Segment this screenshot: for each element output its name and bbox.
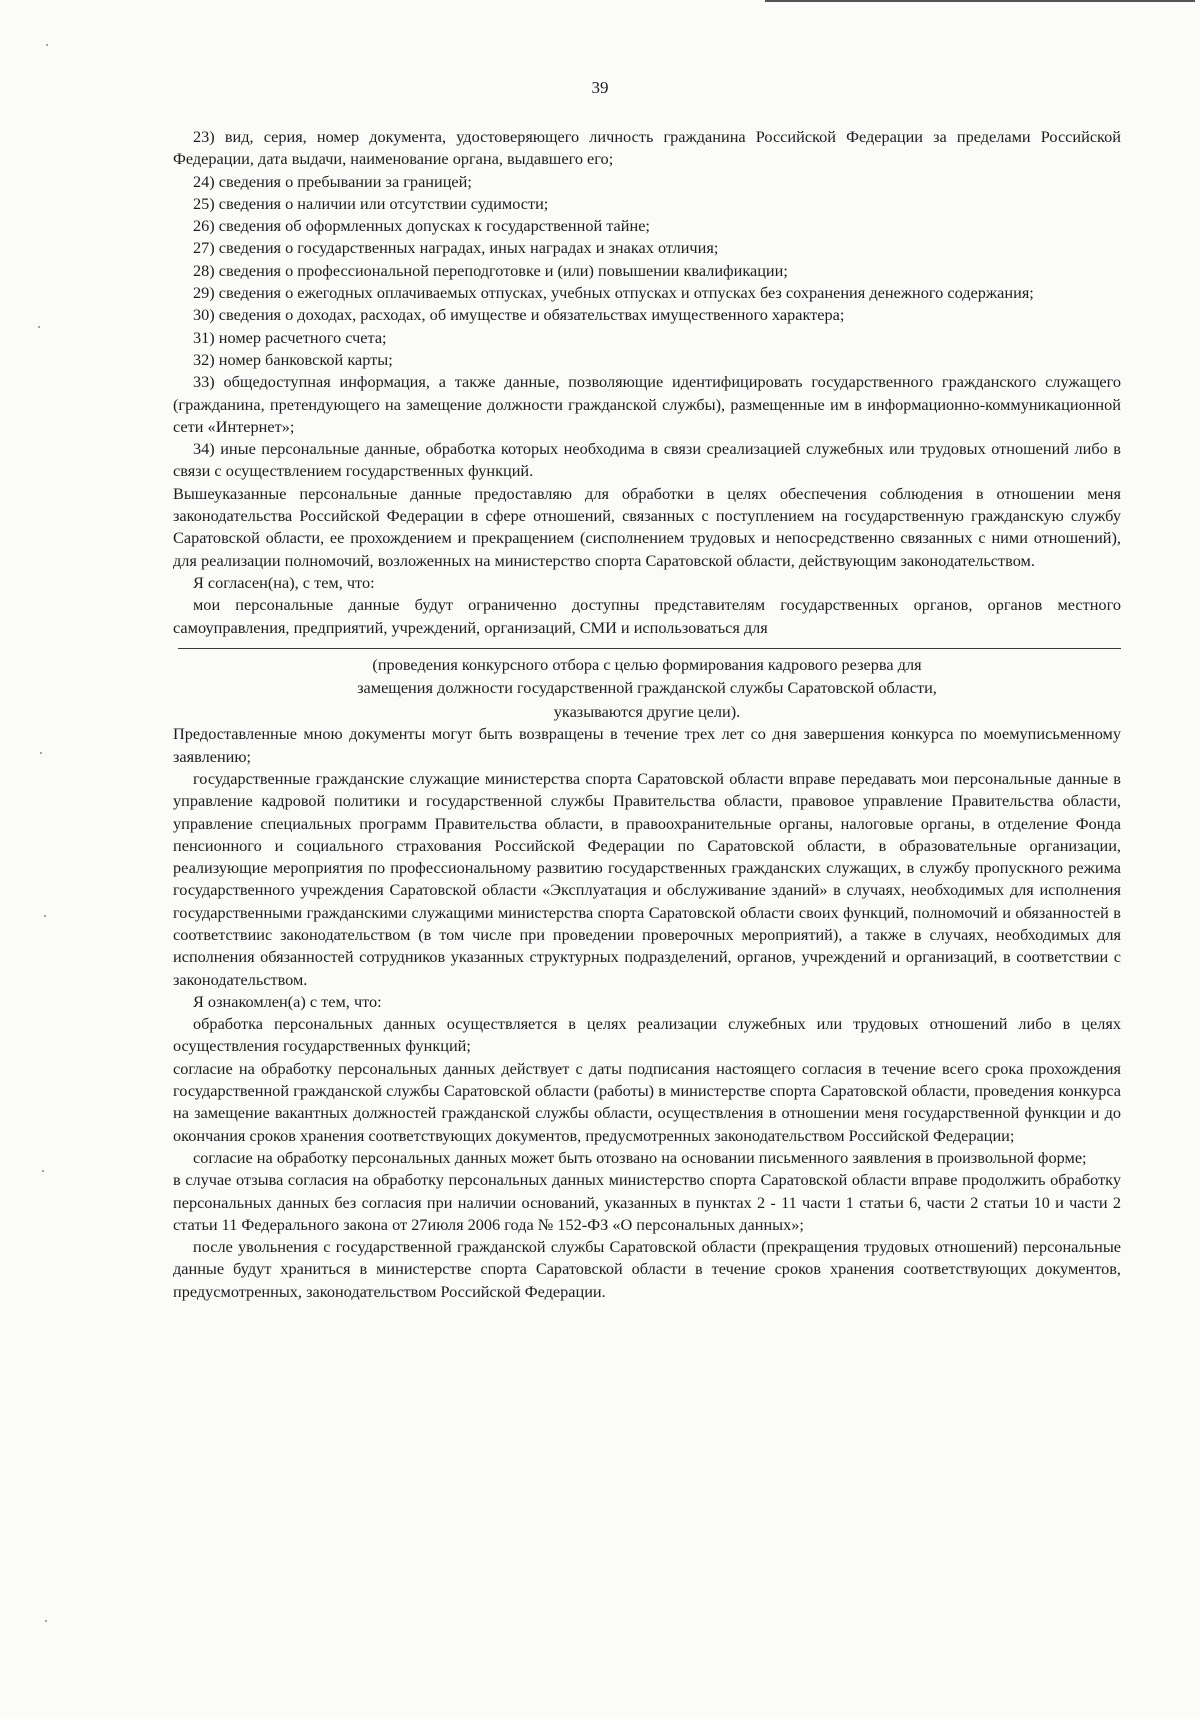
agree-intro: Я согласен(на), с тем, что:: [193, 572, 375, 592]
familiar-intro: Я ознакомлен(а) с тем, что:: [193, 991, 382, 1011]
purpose-paragraph: Вышеуказанные персональные данные предоставляю для обработки в целях обеспечения соблюдения в отношении меня законодательства Российской Федерации в сфере отношений, связанных с поступлением на государственную гражданскую службу Саратовской области, ее прохождением и прекращением (сисполнением трудовых и непосредственно связанных с ними отношений), для реализации полномочий, возложенных на министерство спорта Саратовской области, действующим законодательством.: [173, 483, 1121, 570]
list-item-25: 25) сведения о наличии или отсутствии судимости;: [193, 193, 549, 213]
list-item-31: 31) номер расчетного счета;: [193, 327, 387, 347]
list-item-28: 28) сведения о профессиональной переподготовке и (или) повышении квалификации;: [193, 260, 788, 280]
list-item-33: 33) общедоступная информация, а также данные, позволяющие идентифицировать государственного гражданского служащего (гражданина, претендующего на замещение должности гражданской службы), размещенные им в информационно-коммуникационной сети «Интернет»;: [173, 372, 1121, 436]
document-body: [173, 126, 1121, 1303]
list-item-34: 34) иные персональные данные, обработка которых необходима в связи среализацией служебных или трудовых отношений либо в связи с осуществлением государственных функций.: [173, 439, 1121, 481]
list-item-30: 30) сведения о доходах, расходах, об имуществе и обязательствах имущественного характера;: [193, 305, 845, 325]
fill-in-caption-line-2: замещения должности государственной гражданской службы Саратовской области,: [357, 678, 937, 698]
data-transfer-paragraph: государственные гражданские служащие министерства спорта Саратовской области вправе передавать мои персональные данные в управление кадровой политики и государственной службы Правительства области, правовое управление Правительства области, управление специальных программ Правительства области, в правоохранительные органы, налоговые органы, в отделение Фонда пенсионного и социального страхования Российской Федерации по Саратовской области, в образовательные организации, реализующие мероприятия по профессиональному развитию государственных гражданских служащих, в службу пропускного режима государственного учреждения Саратовской области «Эксплуатация и обслуживание зданий» в случаях, необходимых для исполнения государственными гражданскими служащими министерства спорта Саратовской области своих функций, полномочий и обязанностей в соответствиис законодательством (в том числе при проведении проверочных мероприятий), а также в случаях, необходимых для исполнения обязанностей сотрудников указанных структурных подразделений, органов, учреждений и организаций, в соответствии с законодательством.: [173, 768, 1121, 989]
documents-return-paragraph: Предоставленные мною документы могут быть возвращены в течение трех лет со дня завершения конкурса по моемуписьменному заявлению;: [173, 724, 1121, 766]
list-item-32: 32) номер банковской карты;: [193, 349, 393, 369]
list-item-27: 27) сведения о государственных наградах, иных наградах и знаках отличия;: [193, 238, 719, 258]
list-item-23: 23) вид, серия, номер документа, удостоверяющего личность гражданина Российской Федерации за пределами Российской Федерации, дата выдачи, наименование органа, выдавшего его;: [173, 127, 1121, 169]
scan-speck: [40, 752, 42, 754]
fill-in-caption-line-1: (проведения конкурсного отбора с целью формирования кадрового резерва для: [372, 654, 922, 674]
fill-in-caption: [173, 649, 1121, 724]
scan-speck: [46, 44, 48, 46]
scan-edge-mark: [765, 0, 1195, 2]
list-item-29: 29) сведения о ежегодных оплачиваемых отпусках, учебных отпусках и отпусках без сохранения денежного содержания;: [193, 283, 1034, 303]
scan-speck: [45, 1620, 47, 1622]
revocation-case-paragraph: в случае отзыва согласия на обработку персональных данных министерство спорта Саратовской области вправе продолжить обработку персональных данных без согласия при наличии оснований, указанных в пунктах 2 - 11 части 1 статьи 6, части 2 статьи 10 и части 2 статьи 11 Федерального закона от 27июля 2006 года № 152-ФЗ «О персональных данных»;: [173, 1170, 1121, 1234]
fill-in-caption-line-3: указываются другие цели).: [553, 701, 741, 721]
consent-period-paragraph: согласие на обработку персональных данных действует с даты подписания настоящего согласия в течение всего срока прохождения государственной гражданской службы Саратовской области (работы) в министерстве спорта Саратовской области, проведения конкурса на замещение вакантных должностей гражданской службы области, осуществления в отношении меня государственной функции и до окончания сроков хранения соответствующих документов, предусмотренных законодательством Российской Федерации;: [173, 1058, 1121, 1145]
scan-speck: [38, 326, 40, 328]
scan-speck: [44, 915, 46, 917]
agree-text: мои персональные данные будут ограниченно доступны представителям государственных органов, органов местного самоуправления, предприятий, учреждений, организаций, СМИ и использоваться для: [173, 595, 1121, 637]
page-number: 39: [591, 78, 609, 97]
list-item-26: 26) сведения об оформленных допусках к государственной тайне;: [193, 216, 650, 236]
after-dismissal-paragraph: после увольнения с государственной гражданской службы Саратовской области (прекращения трудовых отношений) персональные данные будут храниться в министерстве спорта Саратовской области в течение сроков хранения соответствующих документов, предусмотренных, законодательством Российской Федерации.: [173, 1237, 1121, 1301]
list-item-24: 24) сведения о пребывании за границей;: [193, 171, 472, 191]
revocation-paragraph: согласие на обработку персональных данных может быть отозвано на основании письменного заявления в произвольной форме;: [193, 1147, 1087, 1167]
scan-speck: [42, 1170, 44, 1172]
processing-goal-paragraph: обработка персональных данных осуществляется в целях реализации служебных или трудовых отношений либо в целях осуществления государственных функций;: [173, 1014, 1121, 1056]
